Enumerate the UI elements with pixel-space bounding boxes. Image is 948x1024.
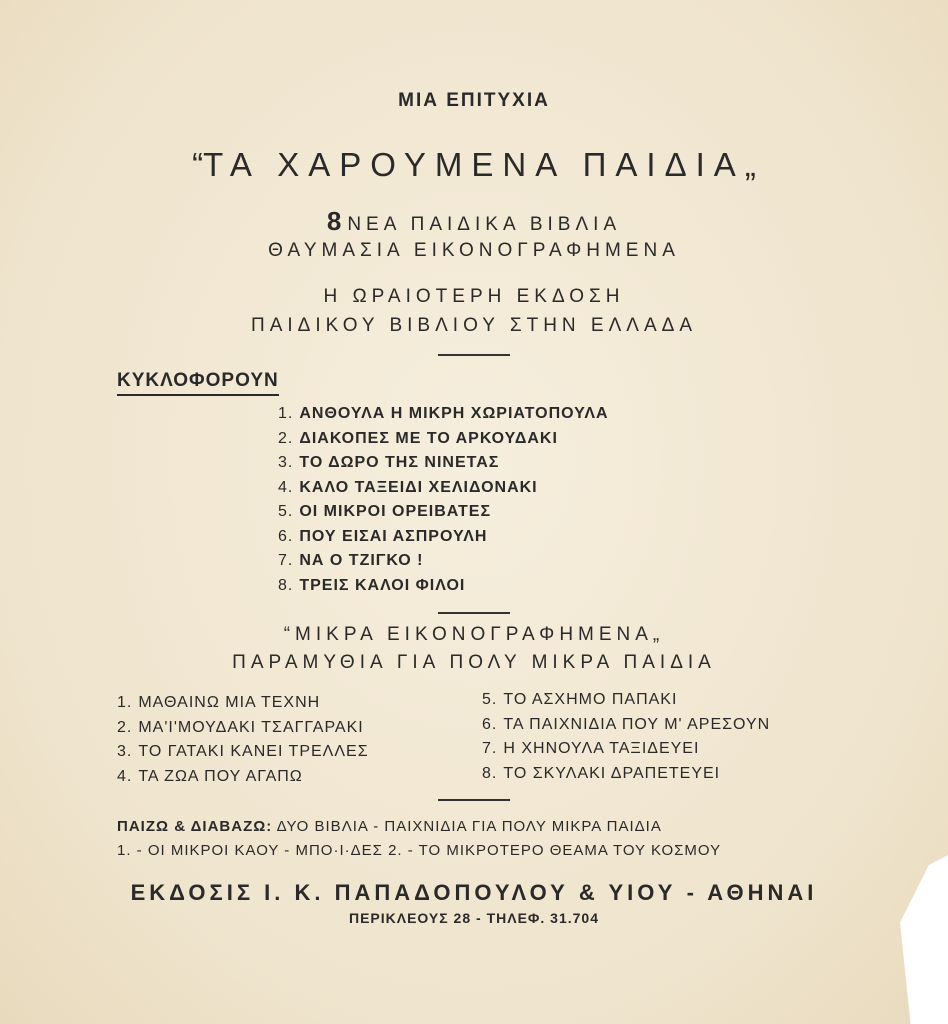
- address: ΠΕΡΙΚΛΕΟΥΣ 28 - ΤΗΛΕΦ. 31.704: [348, 910, 600, 926]
- second-series-subtitle: ΠΑΡΑΜΥΘΙΑ ΓΙΑ ΠΟΛΥ ΜΙΚΡΑ ΠΑΙΔΙΑ: [232, 652, 716, 673]
- list-item: 7. Η ΧΗΝΟΥΛΑ ΤΑΞΙΔΕΥΕΙ: [482, 740, 700, 757]
- subtitle-line-2: ΘΑΥΜΑΣΙΑ ΕΙΚΟΝΟΓΡΑΦΗΜΕΝΑ: [268, 240, 680, 261]
- series-title-text: ΤΑ ΧΑΡΟΥΜΕΝΑ ΠΑΙΔΙΑ: [203, 146, 745, 183]
- divider: [438, 799, 510, 801]
- open-quote: “: [192, 146, 204, 183]
- series-title: [0, 146, 948, 184]
- list-item: 1. ΜΑΘΑΙΝΩ ΜΙΑ ΤΕΧΝΗ: [117, 694, 321, 711]
- list-item: 5. ΟΙ ΜΙΚΡΟΙ ΟΡΕΙΒΑΤΕΣ: [278, 503, 492, 520]
- play-read-line: [117, 818, 662, 835]
- book-count: 8: [326, 206, 342, 236]
- list-item: 2. ΜΑ'Ι'ΜΟΥΔΑΚΙ ΤΣΑΓΓΑΡΑΚΙ: [117, 718, 364, 736]
- play-read-label: ΠΑΙΖΩ & ΔΙΑΒΑΖΩ:: [117, 818, 273, 835]
- publisher: ΕΚΔΟΣΙΣ Ι. Κ. ΠΑΠΑΔΟΠΟΥΛΟΥ & ΥΙΟΥ - ΑΘΗΝΑΙ: [130, 880, 818, 905]
- second-series-left-list: [117, 691, 369, 789]
- divider: [438, 354, 510, 356]
- tagline: ΜΙΑ ΕΠΙΤΥΧΙΑ: [398, 90, 550, 111]
- list-item: 2. ΔΙΑΚΟΠΕΣ ΜΕ ΤΟ ΑΡΚΟΥΔΑΚΙ: [278, 429, 558, 447]
- subtitle-line-3: Η ΩΡΑΙΟΤΕΡΗ ΕΚΔΟΣΗ: [323, 286, 625, 307]
- releases-list: [278, 402, 609, 598]
- divider: [438, 612, 510, 614]
- list-item: 4. ΚΑΛΟ ΤΑΞΕΙΔΙ ΧΕΛΙΔΟΝΑΚΙ: [278, 478, 538, 496]
- list-item: 4. ΤΑ ΖΩΑ ΠΟΥ ΑΓΑΠΩ: [117, 767, 303, 785]
- list-item: 8. ΤΡΕΙΣ ΚΑΛΟΙ ΦΙΛΟΙ: [278, 576, 466, 594]
- subtitle-line-4: ΠΑΙΔΙΚΟΥ ΒΙΒΛΙΟΥ ΣΤΗΝ ΕΛΛΑΔΑ: [250, 315, 698, 336]
- list-item: 1. ΑΝΘΟΥΛΑ Η ΜΙΚΡΗ ΧΩΡΙΑΤΟΠΟΥΛΑ: [278, 405, 609, 422]
- list-item: 8. ΤΟ ΣΚΥΛΑΚΙ ΔΡΑΠΕΤΕΥΕΙ: [482, 764, 721, 782]
- list-item: 6. ΤΑ ΠΑΙΧΝΙΔΙΑ ΠΟΥ Μ' ΑΡΕΣΟΥΝ: [482, 715, 771, 733]
- subtitle-line-1-text: ΝΕΑ ΠΑΙΔΙΚΑ ΒΙΒΛΙΑ: [347, 214, 622, 235]
- list-item: 7. ΝΑ Ο ΤΖΙΓΚΟ !: [278, 552, 424, 569]
- list-item: 5. ΤΟ ΑΣΧΗΜΟ ΠΑΠΑΚΙ: [482, 691, 678, 708]
- list-item: 6. ΠΟΥ ΕΙΣΑΙ ΑΣΠΡΟΥΛΗ: [278, 527, 488, 545]
- close-quote: „: [744, 146, 756, 183]
- second-series-right-list: [482, 688, 770, 786]
- play-read-line-2: 1. - ΟΙ ΜΙΚΡΟΙ ΚΑΟΥ - ΜΠΟ·Ι·ΔΕΣ 2. - ΤΟ ΜΙΚΡΟΤΕΡΟ ΘΕΑΜΑ ΤΟΥ ΚΟΣΜΟΥ: [117, 842, 722, 859]
- list-item: 3. ΤΟ ΔΩΡΟ ΤΗΣ ΝΙΝΕΤΑΣ: [278, 454, 500, 471]
- subtitle-line-1: [0, 206, 948, 237]
- play-read-text: ΔΥΟ ΒΙΒΛΙΑ - ΠΑΙΧΝΙΔΙΑ ΓΙΑ ΠΟΛΥ ΜΙΚΡΑ ΠΑΙΔΙΑ: [276, 818, 662, 835]
- list-item: 3. ΤΟ ΓΑΤΑΚΙ ΚΑΝΕΙ ΤΡΕΛΛΕΣ: [117, 743, 369, 760]
- second-series-title: “ΜΙΚΡΑ ΕΙΚΟΝΟΓΡΑΦΗΜΕΝΑ„: [283, 624, 665, 645]
- releases-heading: ΚΥΚΛΟΦΟΡΟΥΝ: [117, 370, 279, 396]
